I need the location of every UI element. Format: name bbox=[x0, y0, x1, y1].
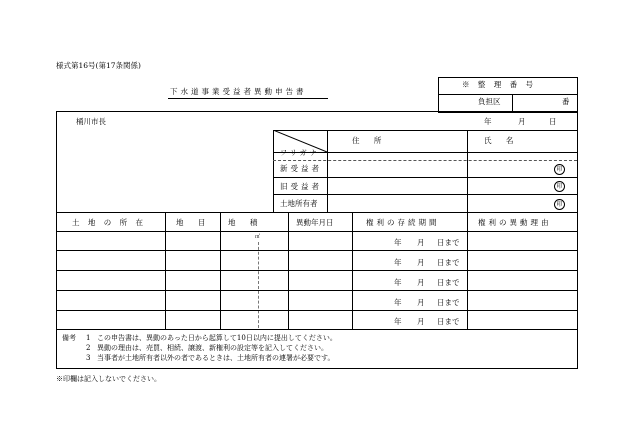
area-unit: ㎡ bbox=[255, 234, 261, 240]
district-label: 負担区 bbox=[478, 97, 501, 106]
land-row-divider-1 bbox=[56, 250, 577, 251]
land-header-location: 土 地 の 所 在 bbox=[72, 218, 147, 227]
note-3-text: 当事者が土地所有者以外の者であるときは、土地所有者の連署が必要です。 bbox=[97, 354, 335, 362]
office-divider bbox=[438, 94, 577, 95]
notes-label: 備考 bbox=[62, 334, 76, 342]
row-label-old-beneficiary: 旧受益者 bbox=[280, 182, 322, 191]
period-year: 年 bbox=[394, 258, 402, 267]
office-header: ※ 整 理 番 号 bbox=[462, 80, 537, 89]
land-header-period: 権利の存続期間 bbox=[366, 218, 440, 227]
date-year: 年 bbox=[484, 117, 492, 126]
land-row-divider-2 bbox=[56, 270, 577, 271]
land-row-divider-4 bbox=[56, 310, 577, 311]
title-underline bbox=[168, 98, 328, 99]
note-3-number: 3 bbox=[86, 354, 91, 362]
period-year: 年 bbox=[394, 298, 402, 307]
form-title: 下水道事業受益者異動申告書 bbox=[170, 87, 307, 96]
land-table-bottom bbox=[56, 329, 577, 330]
col-address-header: 住 所 bbox=[352, 136, 388, 145]
land-table-top bbox=[56, 212, 577, 213]
date-month: 月 bbox=[518, 117, 526, 126]
note-2-number: 2 bbox=[86, 344, 91, 352]
number-label: 番 bbox=[562, 97, 570, 106]
land-header-change-date: 異動年月日 bbox=[296, 218, 334, 227]
period-month: 月 bbox=[417, 298, 425, 307]
period-year: 年 bbox=[394, 317, 402, 326]
footer-note: ※印欄は記入しないでください。 bbox=[56, 375, 161, 383]
date-day: 日 bbox=[549, 117, 557, 126]
period-month: 月 bbox=[417, 258, 425, 267]
seal-mark-owner: 印 bbox=[554, 199, 565, 210]
period-day-until: 日まで bbox=[437, 278, 460, 287]
furigana-divider bbox=[273, 160, 577, 161]
row-label-land-owner: 土地所有者 bbox=[280, 199, 318, 208]
addressee: 桶川市長 bbox=[76, 117, 106, 126]
person-row-divider-1 bbox=[273, 177, 577, 178]
note-2-text: 異動の理由は、売買、相続、譲渡、新権利の設定等を記入してください。 bbox=[97, 344, 328, 352]
period-day-until: 日まで bbox=[437, 317, 460, 326]
period-day-until: 日まで bbox=[437, 238, 460, 247]
period-day-until: 日まで bbox=[437, 298, 460, 307]
office-vline bbox=[512, 94, 513, 111]
note-1-number: 1 bbox=[86, 334, 91, 342]
land-header-area: 地 積 bbox=[228, 218, 264, 227]
person-row-divider-2 bbox=[273, 194, 577, 195]
note-1-text: この申告書は、異動のあった日から起算して10日以内に提出してください。 bbox=[97, 334, 337, 342]
area-decimal-guide bbox=[258, 242, 259, 328]
land-header-category: 地 目 bbox=[176, 218, 212, 227]
period-month: 月 bbox=[417, 317, 425, 326]
period-day-until: 日まで bbox=[437, 258, 460, 267]
row-label-furigana: フリガナ bbox=[280, 149, 320, 157]
land-row-divider-3 bbox=[56, 290, 577, 291]
seal-mark-new: 印 bbox=[554, 164, 565, 175]
form-number: 様式第16号(第17条関係) bbox=[56, 61, 141, 70]
period-month: 月 bbox=[417, 238, 425, 247]
row-label-new-beneficiary: 新受益者 bbox=[280, 164, 322, 173]
seal-mark-old: 印 bbox=[554, 181, 565, 192]
period-month: 月 bbox=[417, 278, 425, 287]
period-year: 年 bbox=[394, 278, 402, 287]
period-year: 年 bbox=[394, 238, 402, 247]
land-header-bottom bbox=[56, 231, 577, 232]
person-name-line bbox=[467, 130, 468, 212]
col-name-header: 氏 名 bbox=[484, 136, 520, 145]
land-header-reason: 権利の異動理由 bbox=[478, 218, 552, 227]
